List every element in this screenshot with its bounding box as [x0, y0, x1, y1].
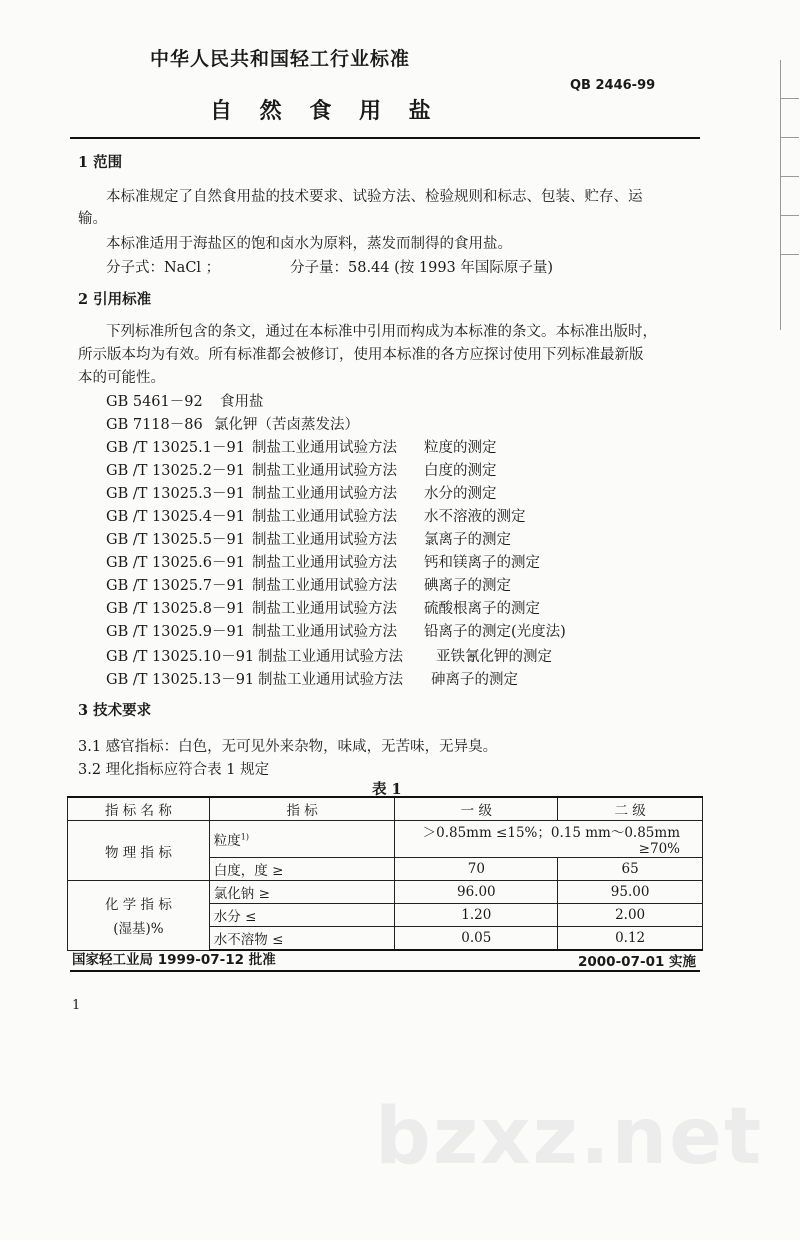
reference-subject: 亚铁氰化钾的测定 — [436, 649, 552, 665]
value-cell: 95.00 — [558, 881, 703, 904]
reference-title: 制盐工业通用试验方法 — [252, 486, 397, 502]
group-chemical — [68, 881, 210, 951]
item-cell: 水分 ≤ — [209, 904, 395, 927]
group-chemical-label: 化 学 指 标 — [104, 897, 172, 914]
section-3-heading: 3 技术要求 — [78, 702, 152, 719]
requirement-3-1: 3.1 感官指标：白色，无可见外来杂物，味咸，无苦味，无异臭。 — [78, 739, 498, 755]
value-cell: 2.00 — [558, 904, 703, 927]
requirement-3-2: 3.2 理化指标应符合表 1 规定 — [78, 762, 270, 778]
standard-code: QB 2446-99 — [570, 78, 656, 93]
item-cell: 氯化钠 ≥ — [209, 881, 395, 904]
section-1-paragraph-1-cont: 输。 — [78, 211, 107, 227]
reference-code: GB /T 13025.10－91 — [106, 649, 255, 665]
reference-subject: 水分的测定 — [424, 486, 497, 502]
spec-table — [67, 796, 703, 951]
reference-subject: 碘离子的测定 — [424, 578, 511, 594]
reference-title: 制盐工业通用试验方法 — [252, 463, 397, 479]
reference-title: 制盐工业通用试验方法 — [252, 555, 397, 571]
reference-code: GB /T 13025.3－91 — [106, 486, 245, 502]
reference-subject: 硫酸根离子的测定 — [424, 601, 540, 617]
reference-code: GB /T 13025.5－91 — [106, 532, 245, 548]
molecular-mass: 分子量：58.44 (按 1993 年国际原子量) — [290, 260, 554, 276]
effective-date: 2000-07-01 实施 — [578, 954, 697, 970]
value-cell: 0.05 — [395, 927, 558, 951]
reference-title: 制盐工业通用试验方法 — [252, 601, 397, 617]
section-1-paragraph-1: 本标准规定了自然食用盐的技术要求、试验方法、检验规则和标志、包装、贮存、运 — [106, 189, 643, 205]
section-2-heading: 2 引用标准 — [78, 291, 152, 308]
reference-code: GB /T 13025.6－91 — [106, 555, 245, 571]
molecular-formula: 分子式：NaCl ； — [106, 260, 221, 276]
reference-subject: 砷离子的测定 — [431, 672, 518, 688]
footnote-mark: 1) — [240, 832, 249, 842]
section-2-paragraph-line-1: 下列标准所包含的条文，通过在本标准中引用而构成为本标准的条文。本标准出版时， — [106, 324, 657, 340]
issuing-body-title: 中华人民共和国轻工行业标准 — [150, 48, 411, 70]
value-cell: ＞0.85mm ≤15%；0.15 mm～0.85mm ≥70% — [395, 821, 703, 858]
item-cell: 白度，度 ≥ — [209, 858, 395, 881]
value-cell: 70 — [395, 858, 558, 881]
scan-edge-marks — [780, 60, 799, 330]
header-rule — [70, 137, 700, 139]
reference-code: GB /T 13025.13－91 — [106, 672, 255, 688]
footer-rule — [70, 970, 700, 972]
reference-code: GB 5461－92 — [106, 394, 203, 410]
reference-code: GB /T 13025.2－91 — [106, 463, 245, 479]
section-1-heading: 1 范围 — [78, 154, 123, 171]
approval-line: 国家轻工业局 1999-07-12 批准 — [72, 952, 276, 968]
table-row — [68, 821, 703, 858]
document-title: 自 然 食 用 盐 — [210, 98, 441, 124]
header-cell: 一 级 — [395, 797, 558, 821]
value-cell: 0.12 — [558, 927, 703, 951]
reference-subject: 粒度的测定 — [424, 440, 497, 456]
watermark: bzxz.net — [375, 1092, 764, 1182]
reference-title: 食用盐 — [220, 394, 264, 410]
value-cell: 65 — [558, 858, 703, 881]
reference-subject: 钙和镁离子的测定 — [424, 555, 540, 571]
value-cell: 96.00 — [395, 881, 558, 904]
reference-code: GB 7118－86 — [106, 417, 203, 433]
reference-title: 制盐工业通用试验方法 — [258, 672, 403, 688]
reference-subject: 铅离子的测定(光度法) — [424, 624, 566, 640]
reference-title: 氯化钾（苦卤蒸发法） — [214, 417, 359, 433]
header-cell: 二 级 — [558, 797, 703, 821]
reference-code: GB /T 13025.9－91 — [106, 624, 245, 640]
reference-title: 制盐工业通用试验方法 — [258, 649, 403, 665]
reference-code: GB /T 13025.4－91 — [106, 509, 245, 525]
reference-code: GB /T 13025.8－91 — [106, 601, 245, 617]
section-2-paragraph-line-3: 本的可能性。 — [78, 370, 165, 386]
section-2-paragraph-line-2: 所示版本均为有效。所有标准都会被修订，使用本标准的各方应探讨使用下列标准最新版 — [78, 347, 644, 363]
section-1-paragraph-2: 本标准适用于海盐区的饱和卤水为原料，蒸发而制得的食用盐。 — [106, 236, 512, 252]
item-cell: 水不溶物 ≤ — [209, 927, 395, 951]
reference-title: 制盐工业通用试验方法 — [252, 509, 397, 525]
group-physical: 物 理 指 标 — [68, 821, 210, 881]
reference-title: 制盐工业通用试验方法 — [252, 440, 397, 456]
reference-title: 制盐工业通用试验方法 — [252, 532, 397, 548]
reference-subject: 水不溶液的测定 — [424, 509, 526, 525]
reference-code: GB /T 13025.1－91 — [106, 440, 245, 456]
value-cell: 1.20 — [395, 904, 558, 927]
group-chemical-unit: (湿基)% — [113, 921, 164, 938]
page-number: 1 — [72, 998, 81, 1013]
reference-subject: 氯离子的测定 — [424, 532, 511, 548]
reference-code: GB /T 13025.7－91 — [106, 578, 245, 594]
table-row — [68, 881, 703, 904]
table-header-row — [68, 797, 703, 821]
header-cell: 指 标 名 称 — [68, 797, 210, 821]
reference-title: 制盐工业通用试验方法 — [252, 578, 397, 594]
item-cell — [209, 821, 395, 858]
header-cell: 指 标 — [209, 797, 395, 821]
reference-subject: 白度的测定 — [424, 463, 497, 479]
reference-title: 制盐工业通用试验方法 — [252, 624, 397, 640]
table-caption: 表 1 — [372, 781, 402, 798]
item-label: 粒度 — [213, 833, 241, 849]
